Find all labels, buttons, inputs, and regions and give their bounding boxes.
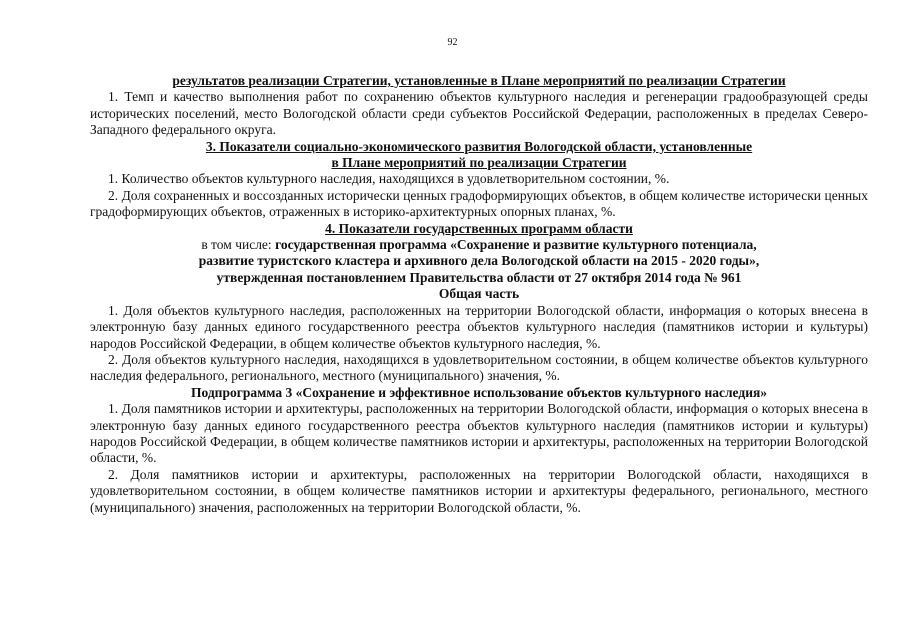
section3-item1: 1. Количество объектов культурного наследия, находящихся в удовлетворительном состоянии, %. xyxy=(108,171,670,187)
subprogram-item2: 2. Доля памятников истории и архитектуры, расположенных на территории Вологодской области, находящихся в удовлетворительном состоянии, в общем количестве памятников истории и архитектуры федерального, регионального, местного (муниципального) значения, расположенных на территории Вологодской области, %. xyxy=(90,466,868,515)
page-content xyxy=(90,73,868,516)
program-title-line1 xyxy=(90,237,868,253)
program-title-line3: утвержденная постановлением Правительства области от 27 октября 2014 года № 961 xyxy=(216,269,742,285)
program-prefix: в том числе: xyxy=(201,237,276,253)
program-title-line2: развитие туристского кластера и архивного дела Вологодской области на 2015 - 2020 годы», xyxy=(198,253,760,269)
page-number: 92 xyxy=(447,37,458,48)
section3-item2: 2. Доля сохраненных и воссозданных исторически ценных градоформирующих объектов, в общем количестве исторически ценных градоформирующих объектов, отраженных в историко-архитектурных опорных планах, %. xyxy=(90,187,868,220)
heading-continuation: результатов реализации Стратегии, установленные в Плане мероприятий по реализации Стратегии xyxy=(172,73,786,88)
general-part-heading: Общая часть xyxy=(438,286,520,302)
section4-heading: 4. Показатели государственных программ области xyxy=(325,220,633,236)
general-item1: 1. Доля объектов культурного наследия, расположенных на территории Вологодской области, информация о которых внесена в электронную базу данных единого государственного реестра объектов культурного наследия (памятников истории и культуры) народов Российской Федерации, в общем количестве объектов культурного наследия, %. xyxy=(90,302,868,351)
section3-heading-line2: в Плане мероприятий по реализации Стратегии xyxy=(331,155,627,171)
subprogram-heading: Подпрограмма 3 «Сохранение и эффективное использование объектов культурного наследия» xyxy=(190,384,768,400)
general-item2: 2. Доля объектов культурного наследия, находящихся в удовлетворительном состоянии, в общем количестве объектов культурного наследия федерального, регионального, местного (муниципального) значения, %. xyxy=(90,351,868,384)
block1-item1: 1. Темп и качество выполнения работ по сохранению объектов культурного наследия и регенерации градообразующей среды исторических поселений, место Вологодской области среди субъектов Российской Федерации, расположенных в пределах Северо-Западного федерального округа. xyxy=(90,89,868,138)
section3-heading-line1: 3. Показатели социально-экономического развития Вологодской области, установленные xyxy=(205,138,753,154)
program-name-line1: государственная программа «Сохранение и развитие культурного потенциала, xyxy=(275,237,757,253)
subprogram-item1: 1. Доля памятников истории и архитектуры, расположенных на территории Вологодской области, информация о которых внесена в электронную базу данных единого государственного реестра объектов культурного наследия (памятников истории и культуры) народов Российской Федерации, в общем количестве памятников истории и архитектуры, расположенных на территории Вологодской области, %. xyxy=(90,401,868,466)
